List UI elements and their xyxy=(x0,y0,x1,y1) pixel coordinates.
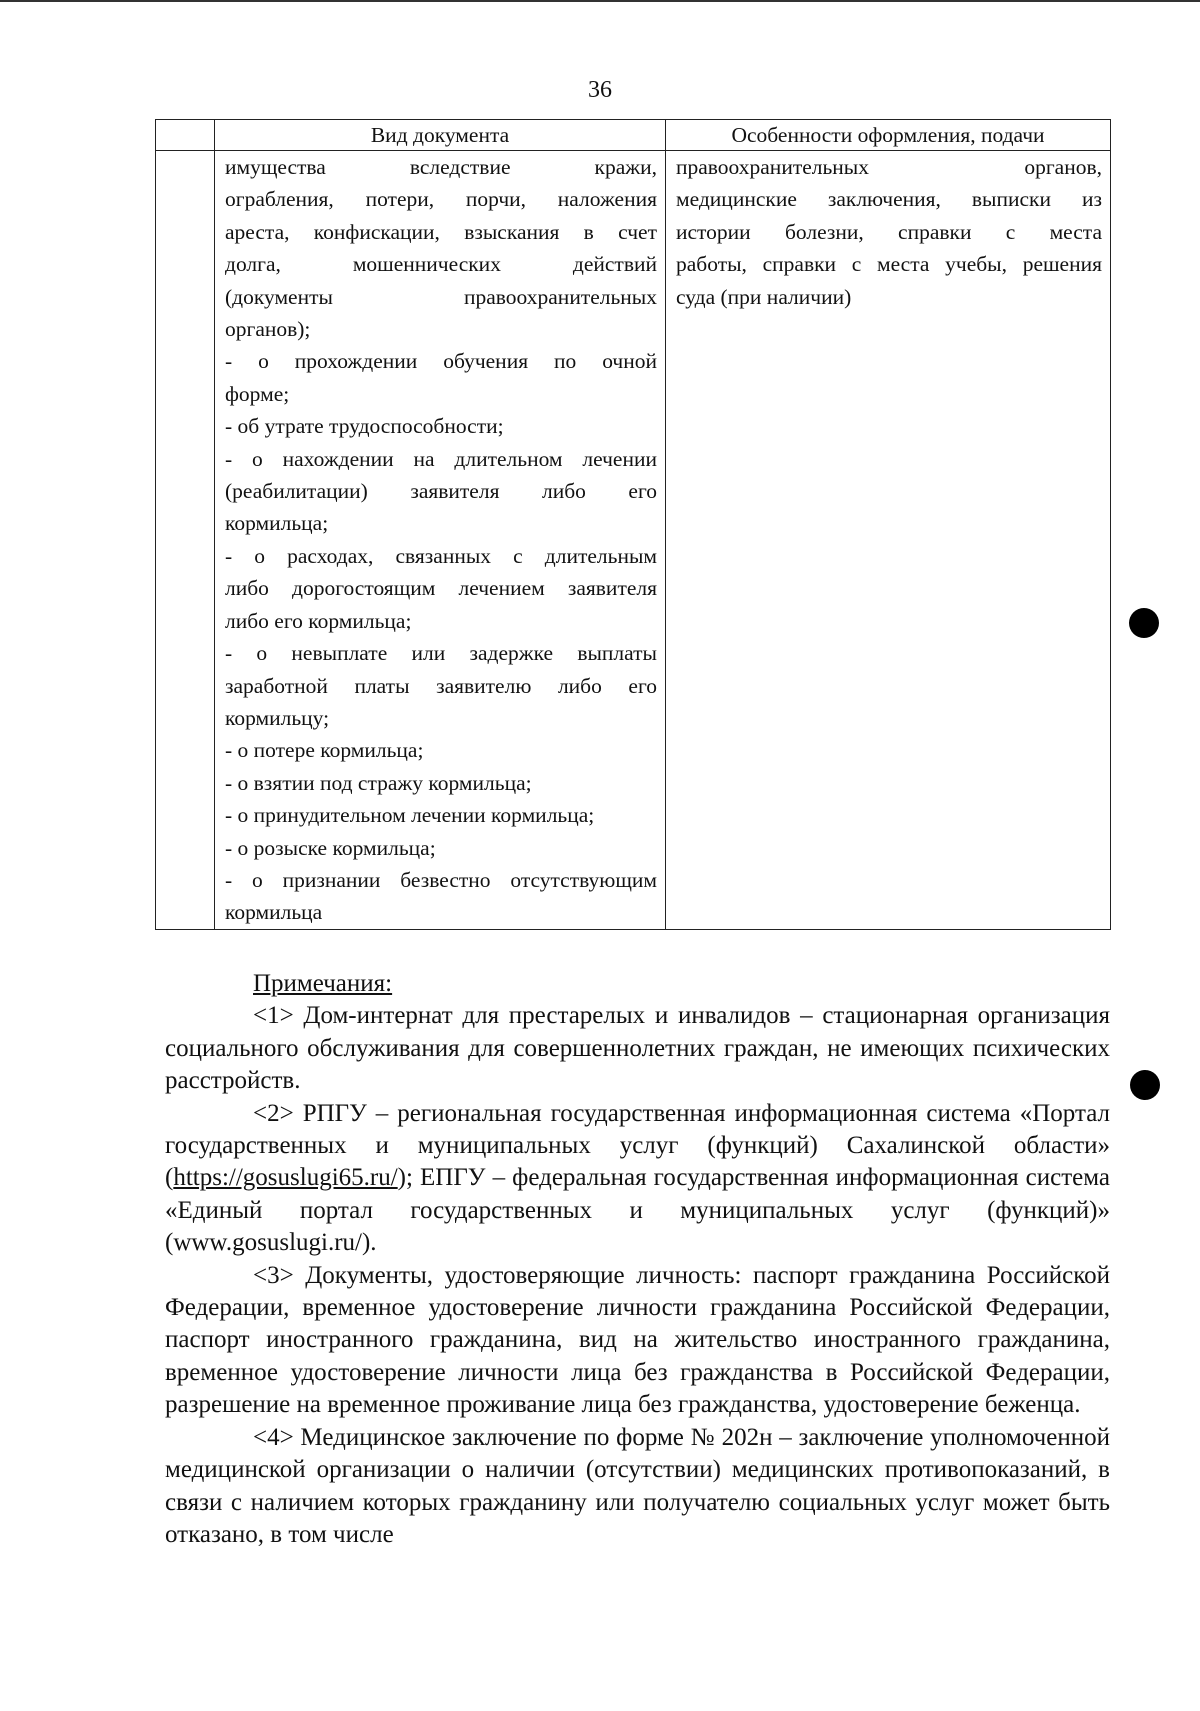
table-row xyxy=(156,151,1111,930)
document-type-line: (реабилитации) заявителя либо его xyxy=(225,479,657,504)
document-type-line: - о взятии под стражу кормильца; xyxy=(225,770,532,795)
document-type-line: ограбления, потери, порчи, наложения xyxy=(225,187,657,212)
header-cell-submission-details: Особенности оформления, подачи xyxy=(666,120,1111,151)
note-1: <1> Дом-интернат для престарелых и инвалидов – стационарная организация социального обслуживания для совершеннолетних граждан, не имеющих психических расстройств. xyxy=(165,1002,1110,1095)
notes-section xyxy=(165,968,1110,1551)
document-type-line: - о нахождении на длительном лечении xyxy=(225,446,657,471)
document-type-line: - о признании безвестно отсутствующим xyxy=(225,867,657,892)
notes-title: Примечания: xyxy=(253,970,393,997)
gosuslugi65-link[interactable]: https://gosuslugi65.ru/ xyxy=(173,1164,398,1192)
note-4: <4> Медицинское заключение по форме № 202н – заключение уполномоченной медицинской организации о наличии (отсутствии) медицинских противопоказаний, в связи с наличием которых гражданину или получателю социальных услуг может быть отказано, в том числе xyxy=(165,1423,1110,1548)
note-2-text-start: <2> РПГУ – региональная государственная информационная система «Портал государственных и муниципальных услуг (функций) Сахалинской области» ( xyxy=(165,1099,1110,1192)
document-type-line: либо дорогостоящим лечением заявителя xyxy=(225,576,657,601)
document-type-line: - о расходах, связанных с длительным xyxy=(225,543,657,568)
header-cell-number xyxy=(156,120,215,151)
page-top-edge xyxy=(0,0,1200,2)
document-type-line: - об утрате трудоспособности; xyxy=(225,414,504,439)
document-type-line: кормильца xyxy=(225,900,323,925)
document-table xyxy=(155,119,1111,930)
submission-details-line: работы, справки с места учебы, решения xyxy=(676,252,1102,277)
cell-document-type xyxy=(215,151,666,930)
document-type-line: долга, мошеннических действий xyxy=(225,252,657,277)
document-type-line: заработной платы заявителю либо его xyxy=(225,673,657,698)
submission-details-line: медицинские заключения, выписки из xyxy=(676,187,1102,212)
document-type-line: либо его кормильца; xyxy=(225,608,412,633)
note-2 xyxy=(165,1098,1110,1260)
document-type-line: форме; xyxy=(225,381,290,406)
document-type-line: - о невыплате или задержке выплаты xyxy=(225,641,657,666)
document-type-line: - о розыске кормильца; xyxy=(225,835,436,860)
document-type-text xyxy=(215,151,665,929)
punch-hole-mark xyxy=(1130,1070,1160,1100)
submission-details-line: суда (при наличии) xyxy=(676,284,852,309)
document-type-line: имущества вследствие кражи, xyxy=(225,155,657,179)
document-type-line: кормильцу; xyxy=(225,705,330,730)
document-type-line: - о принудительном лечении кормильца; xyxy=(225,803,595,828)
document-type-line: - о прохождении обучения по очной xyxy=(225,349,657,374)
page-number: 36 xyxy=(588,77,612,103)
submission-details-text xyxy=(666,151,1110,313)
submission-details-line: правоохранительных органов, xyxy=(676,155,1102,179)
document-type-line: кормильца; xyxy=(225,511,329,536)
table-header-row xyxy=(156,120,1111,151)
document-type-line: (документы правоохранительных xyxy=(225,284,657,309)
document-type-line: органов); xyxy=(225,317,311,342)
note-3: <3> Документы, удостоверяющие личность: паспорт гражданина Российской Федерации, временное удостоверение личности гражданина Российской Федерации, паспорт иностранного гражданина, вид на жительство иностранного гражданина, временное удостоверение личности лица без гражданства в Российской Федерации, разрешение на временное проживание лица без гражданства, удостоверение беженца. xyxy=(165,1261,1110,1419)
document-type-line: ареста, конфискации, взыскания в счет xyxy=(225,219,657,244)
submission-details-line: истории болезни, справки с места xyxy=(676,219,1102,244)
cell-submission-details xyxy=(666,151,1111,930)
cell-number xyxy=(156,151,215,930)
note-2-text-end: ); ЕПГУ – федеральная государственная информационная система «Единый портал государственных и муниципальных услуг (функций)» (www.gosuslugi.ru/). xyxy=(165,1164,1110,1257)
header-cell-document-type: Вид документа xyxy=(215,120,666,151)
punch-hole-mark xyxy=(1129,608,1159,638)
document-type-line: - о потере кормильца; xyxy=(225,738,424,763)
